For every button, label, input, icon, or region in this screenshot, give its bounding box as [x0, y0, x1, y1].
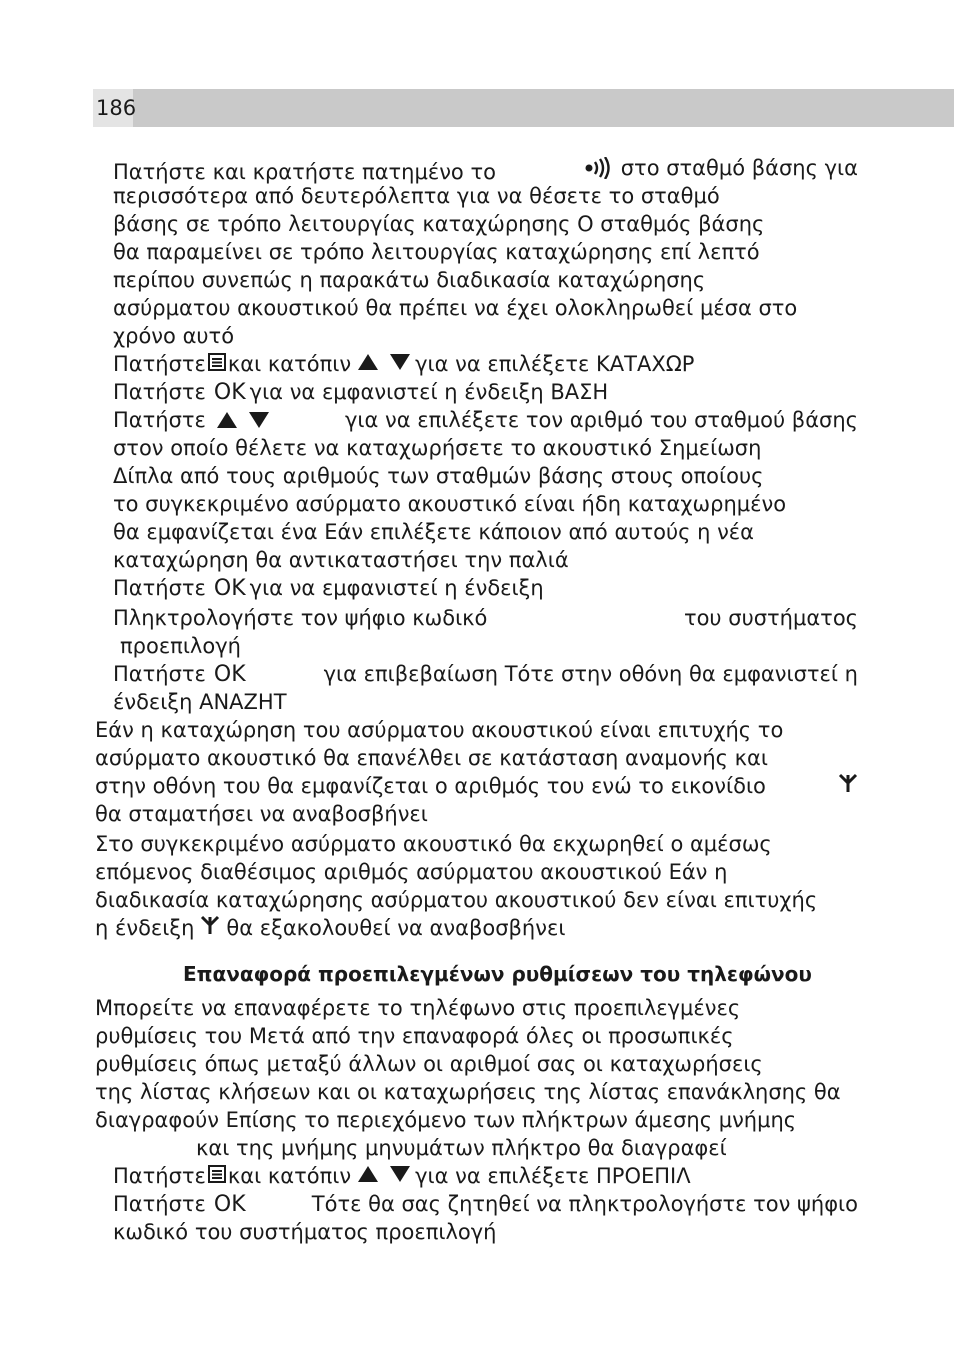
- step4-line2: [113, 434, 858, 462]
- menu-key-icon: [208, 1165, 226, 1183]
- text: για να εμφανιστεί η ένδειξη: [249, 576, 544, 600]
- up-arrow-icon: [357, 353, 379, 371]
- step7-line1: [113, 660, 858, 689]
- section2-line2: [95, 1022, 858, 1050]
- text: για να επιλέξετε τον αριθμό του σταθμού βάσης: [344, 408, 858, 432]
- step6-line1: [113, 604, 858, 632]
- text: θα σταματήσει να αναβοσβήνει: [95, 802, 428, 826]
- text: περισσότερα από δευτερόλεπτα για να θέσετε το σταθμό: [113, 184, 720, 208]
- up-arrow-icon: [216, 411, 238, 429]
- antenna-icon: [838, 773, 858, 793]
- text: Πατήστε: [113, 408, 206, 432]
- para1-line2: [95, 744, 858, 772]
- text: βάσης σε τρόπο λειτουργίας καταχώρησης Ο σταθμός βάσης: [113, 212, 765, 236]
- step4-line1: [113, 406, 858, 434]
- text: και κατόπιν: [227, 352, 352, 376]
- step6-line2: [120, 632, 865, 660]
- reset-step2-line2: [113, 1218, 858, 1246]
- text: θα εξακολουθεί να αναβοσβήνει: [226, 916, 566, 940]
- ok-key-icon: OK: [213, 576, 246, 601]
- page-number: 186: [93, 89, 133, 127]
- ok-key-icon: OK: [213, 662, 246, 687]
- para2-line1: [95, 830, 858, 858]
- text: Πατήστε: [113, 352, 206, 376]
- section2-line6: [196, 1134, 727, 1162]
- step1-line4: [113, 238, 858, 266]
- step1-text-a: Πατήστε και κρατήστε πατημένο το: [113, 160, 496, 184]
- text: καταχώρηση θα αντικαταστήσει την παλιά: [113, 548, 569, 572]
- text: Πατήστε: [113, 1192, 206, 1216]
- step3-line: [113, 378, 858, 407]
- text: Τότε θα σας ζητηθεί να πληκτρολογήστε τον ψήφιο: [311, 1192, 858, 1216]
- text: θα παραμείνει σε τρόπο λειτουργίας καταχώρησης επί λεπτό: [113, 240, 760, 264]
- text: ρυθμίσεις όπως μεταξύ άλλων οι αριθμοί σας οι καταχωρήσεις: [95, 1052, 763, 1076]
- step4-line3: [113, 462, 858, 490]
- step1-line7: [113, 322, 858, 350]
- para2-line4: [95, 914, 858, 942]
- down-arrow-icon: [389, 1165, 411, 1183]
- text: ρυθμίσεις του Μετά από την επαναφορά όλες οι προσωπικές: [95, 1024, 734, 1048]
- para1-line3: [95, 772, 858, 800]
- text: περίπου συνεπώς η παρακάτω διαδικασία καταχώρησης: [113, 268, 706, 292]
- text: στον οποίο θέλετε να καταχωρήσετε το ακουστικό Σημείωση: [113, 436, 762, 460]
- text: για επιβεβαίωση Τότε στην οθόνη θα εμφανιστεί η: [323, 662, 858, 686]
- step1-line6: [113, 294, 858, 322]
- section2-line3: [95, 1050, 858, 1078]
- text: Στο συγκεκριμένο ασύρματο ακουστικό θα εκχωρηθεί ο αμέσως: [95, 832, 772, 856]
- text: θα εμφανίζεται ένα Εάν επιλέξετε κάποιον από αυτούς η νέα: [113, 520, 755, 544]
- step4-line5: [113, 518, 858, 546]
- text: κωδικό του συστήματος προεπιλογή: [113, 1220, 497, 1244]
- section2-line5: [95, 1106, 858, 1134]
- ok-key-icon: OK: [213, 380, 246, 405]
- reset-step1-line: [113, 1162, 858, 1190]
- text: ασύρματου ακουστικού θα πρέπει να έχει ολοκληρωθεί μέσα στο: [113, 296, 798, 320]
- text: διαδικασία καταχώρησης ασύρματου ακουστικού δεν είναι επιτυχής: [95, 888, 818, 912]
- text: ασύρματο ακουστικό θα επανέλθει σε κατάσταση αναμονής και: [95, 746, 768, 770]
- text: ένδειξη ΑΝΑΖΗΤ: [113, 690, 287, 714]
- text: διαγραφούν Επίσης το περιεχόμενο των πλήκτρων άμεσης μνήμης: [95, 1108, 797, 1132]
- step1-line3: [113, 210, 858, 238]
- text: της λίστας κλήσεων και οι καταχωρήσεις της λίστας επανάκλησης θα: [95, 1080, 841, 1104]
- text: επόμενος διαθέσιμος αριθμός ασύρματου ακουστικού Εάν η: [95, 860, 728, 884]
- reset-step2-line1: [113, 1190, 858, 1219]
- text: και κατόπιν: [227, 1164, 352, 1188]
- text: η ένδειξη: [95, 916, 195, 940]
- text: Πατήστε: [113, 576, 206, 600]
- text: προεπιλογή: [120, 634, 241, 658]
- antenna-icon: [200, 915, 220, 935]
- text: Δίπλα από τους αριθμούς των σταθμών βάσης στους οποίους: [113, 464, 764, 488]
- para1-line4: [95, 800, 858, 828]
- step7-line2: [113, 688, 858, 716]
- text: και της μνήμης μηνυμάτων πλήκτρο θα διαγραφεί: [196, 1136, 727, 1160]
- up-arrow-icon: [357, 1165, 379, 1183]
- text: για να επιλέξετε ΠΡΟΕΠΙΛ: [415, 1164, 691, 1188]
- paging-icon: [585, 157, 611, 179]
- down-arrow-icon: [389, 353, 411, 371]
- text: Εάν η καταχώρηση του ασύρματου ακουστικού είναι επιτυχής το: [95, 718, 784, 742]
- header-bar: [93, 89, 954, 127]
- text: Πληκτρολογήστε τον ψήφιο κωδικό: [113, 606, 488, 630]
- text: του συστήματος: [683, 606, 858, 630]
- text: στην οθόνη του θα εμφανίζεται ο αριθμός του ενώ το εικονίδιο: [95, 774, 766, 798]
- down-arrow-icon: [248, 411, 270, 429]
- text: για να επιλέξετε ΚΑΤΑΧΩΡ: [415, 352, 695, 376]
- text: Μπορείτε να επαναφέρετε το τηλέφωνο στις προεπιλεγμένες: [95, 996, 741, 1020]
- para1-line1: [95, 716, 858, 744]
- section2-line1: [95, 994, 858, 1022]
- step1-text-b: στο σταθμό βάσης για: [620, 156, 858, 180]
- text: για να εμφανιστεί η ένδειξη ΒΑΣΗ: [249, 380, 609, 404]
- text: Πατήστε: [113, 380, 206, 404]
- para2-line3: [95, 886, 858, 914]
- text: το συγκεκριμένο ασύρματο ακουστικό είναι ήδη καταχωρημένο: [113, 492, 787, 516]
- step5-line: [113, 574, 858, 603]
- step4-line4: [113, 490, 858, 518]
- section-heading: Επαναφορά προεπιλεγμένων ρυθμίσεων του τηλεφώνου: [183, 962, 812, 986]
- menu-key-icon: [208, 353, 226, 371]
- ok-key-icon: OK: [213, 1192, 246, 1217]
- step4-line6: [113, 546, 858, 574]
- text: Πατήστε: [113, 662, 206, 686]
- para2-line2: [95, 858, 858, 886]
- text: χρόνο αυτό: [113, 324, 235, 348]
- step2-line: [113, 350, 858, 378]
- text: Πατήστε: [113, 1164, 206, 1188]
- step1-line2: [113, 182, 858, 210]
- section2-line4: [95, 1078, 858, 1106]
- step1-line5: [113, 266, 858, 294]
